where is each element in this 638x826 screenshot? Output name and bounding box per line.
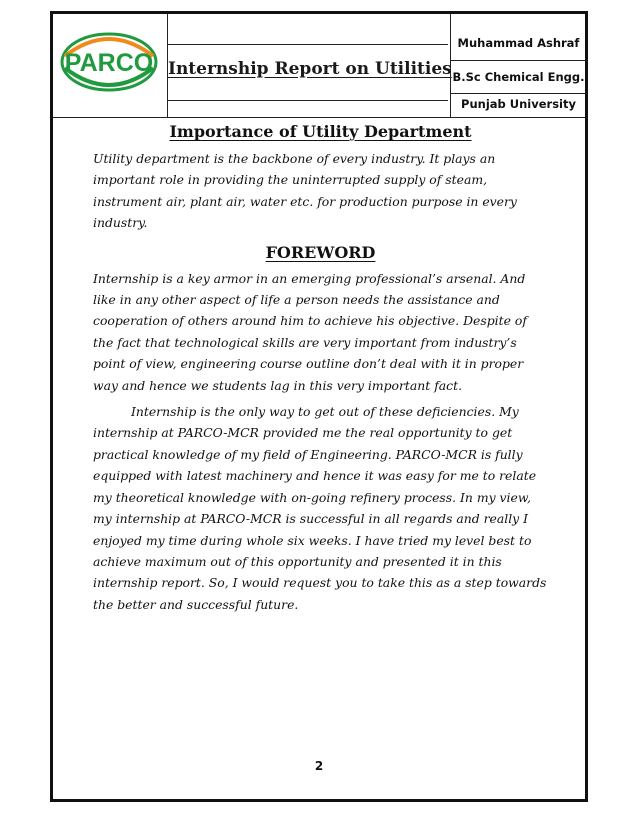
report-title: Internship Report on Utilities [168, 59, 452, 79]
page-frame [50, 11, 588, 802]
author-name: Muhammad Ashraf [457, 36, 580, 50]
title-cell [168, 14, 452, 118]
foreword-paragraph-2: Internship is the only way to get out of these deficiencies. My internship at PARCO-MCR provided me the real opportunity to get practical knowledge of my field of Engineering. PARCO-MCR is fully equipped with latest machinery and hence it was easy for me to relate my theoretical knowledge with on-going refinery process. In my view, my internship at PARCO-MCR is successful in all regards and really I enjoyed my time during whole six weeks. I have tried my level best to achieve maximum out of this opportunity and presented it in this internship report. So, I would request you to take this as a step towards the better and successful future. [93, 404, 547, 612]
header-bottom-rule [53, 117, 585, 118]
page-content [93, 119, 548, 615]
author-degree: B.Sc Chemical Engg. [452, 70, 585, 84]
title-rule-bottom [168, 100, 448, 101]
info-rule-1 [451, 60, 586, 61]
title-rule-top [168, 44, 448, 45]
author-university: Punjab University [461, 97, 576, 111]
foreword-heading: FOREWORD [265, 242, 376, 262]
utility-heading: Importance of Utility Department [169, 122, 472, 141]
page-header [53, 14, 585, 118]
parco-logo [53, 14, 167, 118]
logo-cell [53, 14, 168, 118]
author-info [450, 14, 586, 118]
logo-text: PARCO [64, 49, 154, 77]
info-rule-2 [451, 93, 586, 94]
utility-paragraph: Utility department is the backbone of every industry. It plays an important role in providing the uninterrupted supply of steam, instrument air, plant air, water etc. for production purpose in every industry. [93, 151, 517, 231]
page-number: 2 [314, 759, 324, 773]
foreword-paragraph-1: Internship is a key armor in an emerging professional’s arsenal. And like in any other aspect of life a person needs the assistance and cooperation of others around him to achieve his objective. Despite of the fact that technological skills are very important from industry’s point of view, engineering course outline don’t deal with it in proper way and hence we students lag in this very important fact. [93, 270, 527, 393]
